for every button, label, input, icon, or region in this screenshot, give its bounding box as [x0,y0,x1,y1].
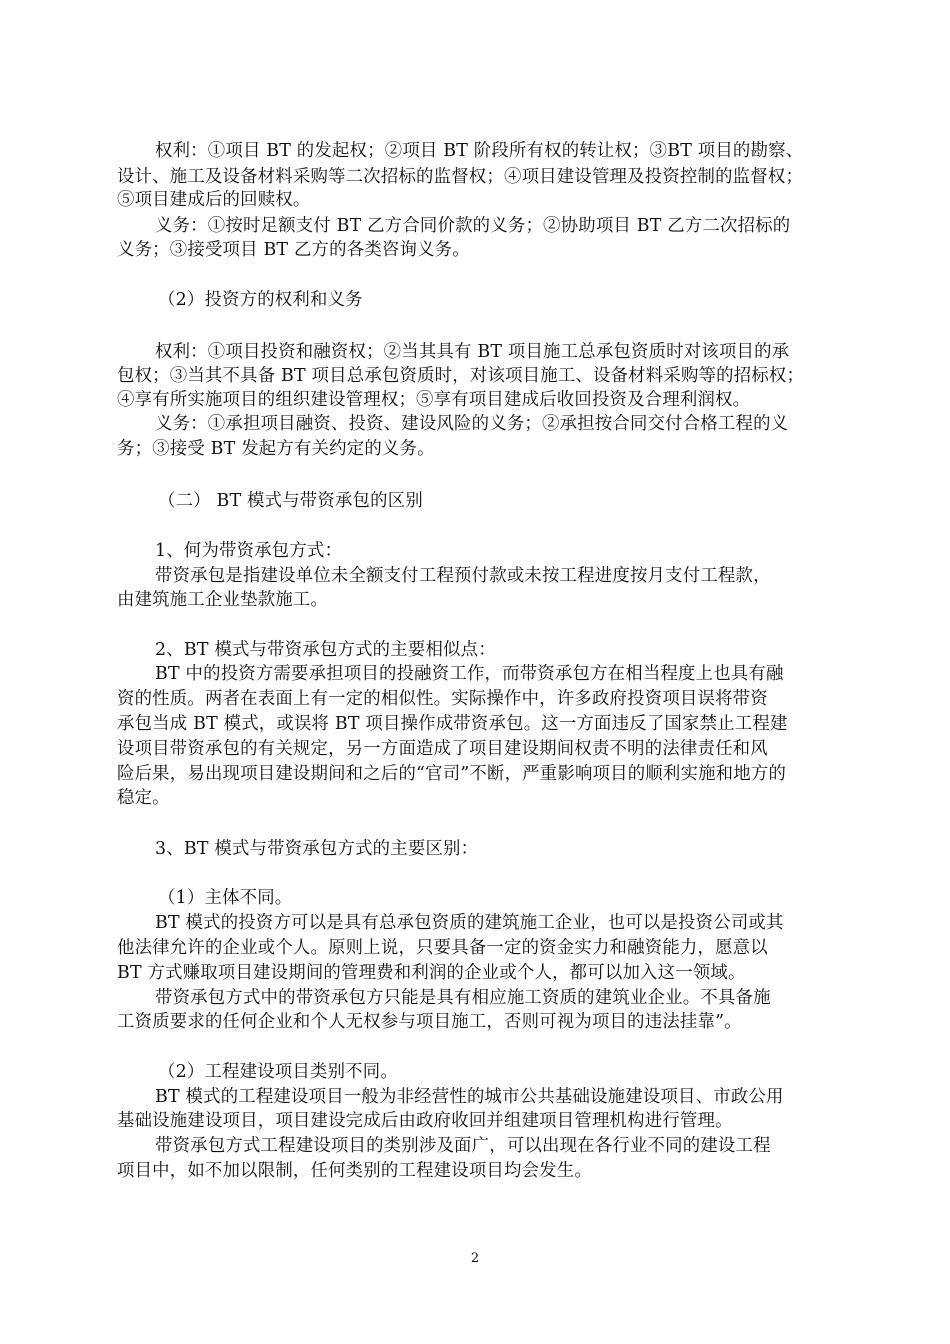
paragraph-line: 他法律允许的企业或个人。原则上说，只要具备一定的资金实力和融资能力，愿意以 [117,938,768,958]
paragraph-line: 权利：①项目投资和融资权；②当其具有 BT 项目施工总承包资质时对该项目的承 [155,342,790,362]
paragraph-line: 带资承包方式中的带资承包方只能是具有相应施工资质的建筑业企业。不具备施 [155,988,771,1008]
section-heading: （1）主体不同。 [158,888,293,908]
paragraph-line: 务；③接受 BT 发起方有关约定的义务。 [117,439,435,459]
section-heading: 2、BT 模式与带资承包方式的主要相似点： [155,640,496,660]
paragraph-line: BT 方式赚取项目建设期间的管理费和利润的企业或个人，都可以加入这一领域。 [117,963,746,983]
paragraph-line: 设计、施工及设备材料采购等二次招标的监督权；④项目建设管理及投资控制的监督权； [117,167,804,187]
section-heading: （二） BT 模式与带资承包的区别 [158,491,423,511]
paragraph-line: 带资承包是指建设单位未全额支付工程预付款或未按工程进度按月支付工程款， [155,566,771,586]
paragraph-line: 承包当成 BT 模式，或误将 BT 项目操作成带资承包。这一方面违反了国家禁止工程建 [117,714,788,734]
paragraph-line: 资的性质。两者在表面上有一定的相似性。实际操作中，许多政府投资项目误将带资 [117,689,768,709]
paragraph-line: 设项目带资承包的有关规定，另一方面造成了项目建设期间权责不明的法律责任和风 [117,739,768,759]
paragraph-line: 义务：①按时足额支付 BT 乙方合同价款的义务；②协助项目 BT 乙方二次招标的 [155,216,791,236]
paragraph-line: BT 模式的投资方可以是具有总承包资质的建筑施工企业，也可以是投资公司或其 [155,913,784,933]
paragraph-line: 义务；③接受项目 BT 乙方的各类咨询义务。 [117,240,470,260]
page-number: 2 [470,1251,480,1266]
section-heading: （2）投资方的权利和义务 [158,290,363,310]
paragraph-line: BT 模式的工程建设项目一般为非经营性的城市公共基础设施建设项目、市政公用 [155,1087,784,1107]
paragraph-line: 权利：①项目 BT 的发起权；②项目 BT 阶段所有权的转让权；③BT 项目的勘察、 [155,141,804,161]
paragraph-line: 义务：①承担项目融资、投资、建设风险的义务；②承担按合同交付合格工程的义 [155,414,789,434]
paragraph-line: 带资承包方式工程建设项目的类别涉及面广，可以出现在各行业不同的建设工程 [155,1136,771,1156]
paragraph-line: 包权；③当其不具备 BT 项目总承包资质时，对该项目施工、设备材料采购等的招标权； [117,366,805,386]
paragraph-line: 工资质要求的任何企业和个人无权参与项目施工，否则可视为项目的违法挂靠”。 [117,1012,742,1032]
paragraph-line: ⑤项目建成后的回赎权。 [117,190,311,210]
paragraph-line: 由建筑施工企业垫款施工。 [117,590,329,610]
paragraph-line: 险后果，易出现项目建设期间和之后的“官司”不断，严重影响项目的顺利实施和地方的 [117,764,787,784]
paragraph-line: 项目中，如不加以限制，任何类别的工程建设项目均会发生。 [117,1161,592,1181]
paragraph-line: BT 中的投资方需要承担项目的投融资工作，而带资承包方在相当程度上也具有融 [155,664,784,684]
section-heading: 3、BT 模式与带资承包方式的主要区别： [155,839,479,859]
section-heading: 1、何为带资承包方式： [155,541,343,561]
paragraph-line: 基础设施建设项目，项目建设完成后由政府收回并组建项目管理机构进行管理。 [117,1111,733,1131]
section-heading: （2）工程建设项目类别不同。 [158,1062,398,1082]
paragraph-line: ④享有所实施项目的组织建设管理权；⑤享有项目建成后收回投资及合理利润权。 [117,390,751,410]
paragraph-line: 稳定。 [117,788,170,808]
